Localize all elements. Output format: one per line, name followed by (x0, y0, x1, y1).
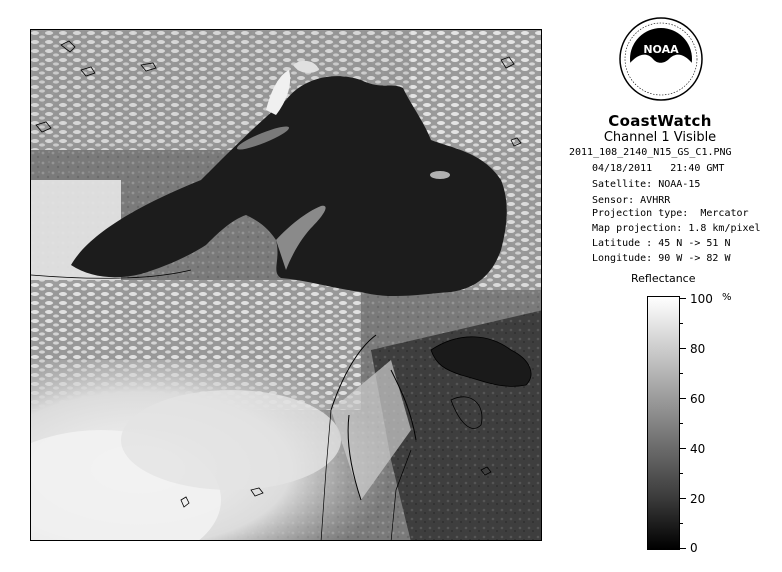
minor-tick-mark (680, 423, 683, 424)
reflectance-colorbar (647, 296, 680, 550)
tick-label-0: 0 (690, 541, 698, 555)
minor-tick-mark (680, 523, 683, 524)
noaa-logo-text: NOAA (643, 43, 679, 56)
tick-mark (680, 348, 686, 349)
latitude-range: Latitude : 45 N -> 51 N (592, 238, 731, 249)
minor-tick-mark (680, 373, 683, 374)
tick-mark (680, 398, 686, 399)
tick-label-40: 40 (690, 442, 706, 456)
legend-title: Reflectance (631, 272, 696, 285)
legend-unit: % (722, 292, 732, 303)
tick-mark (680, 498, 686, 499)
sensor: Sensor: AVHRR (592, 195, 671, 206)
satellite: Satellite: NOAA-15 (592, 179, 701, 190)
longitude-range: Longitude: 90 W -> 82 W (592, 253, 731, 264)
map-projection: Map projection: 1.8 km/pixel (592, 223, 761, 234)
minor-tick-mark (680, 473, 683, 474)
brand-title: CoastWatch (608, 112, 712, 130)
tick-mark (680, 448, 686, 449)
channel-title: Channel 1 Visible (603, 130, 717, 145)
satellite-image (30, 29, 542, 541)
filename: 2011_108_2140_N15_GS_C1.PNG (569, 147, 732, 158)
minor-tick-mark (680, 323, 683, 324)
datetime: 04/18/2011 21:40 GMT (592, 163, 725, 174)
tick-label-80: 80 (690, 342, 706, 356)
tick-label-20: 20 (690, 492, 706, 506)
tick-mark (680, 548, 686, 549)
noaa-logo-icon (619, 17, 703, 101)
tick-label-100: 100 (690, 292, 713, 306)
tick-mark (680, 298, 686, 299)
projection-type: Projection type: Mercator (592, 208, 749, 219)
lake-superior-scene (31, 30, 542, 541)
tick-label-60: 60 (690, 392, 706, 406)
